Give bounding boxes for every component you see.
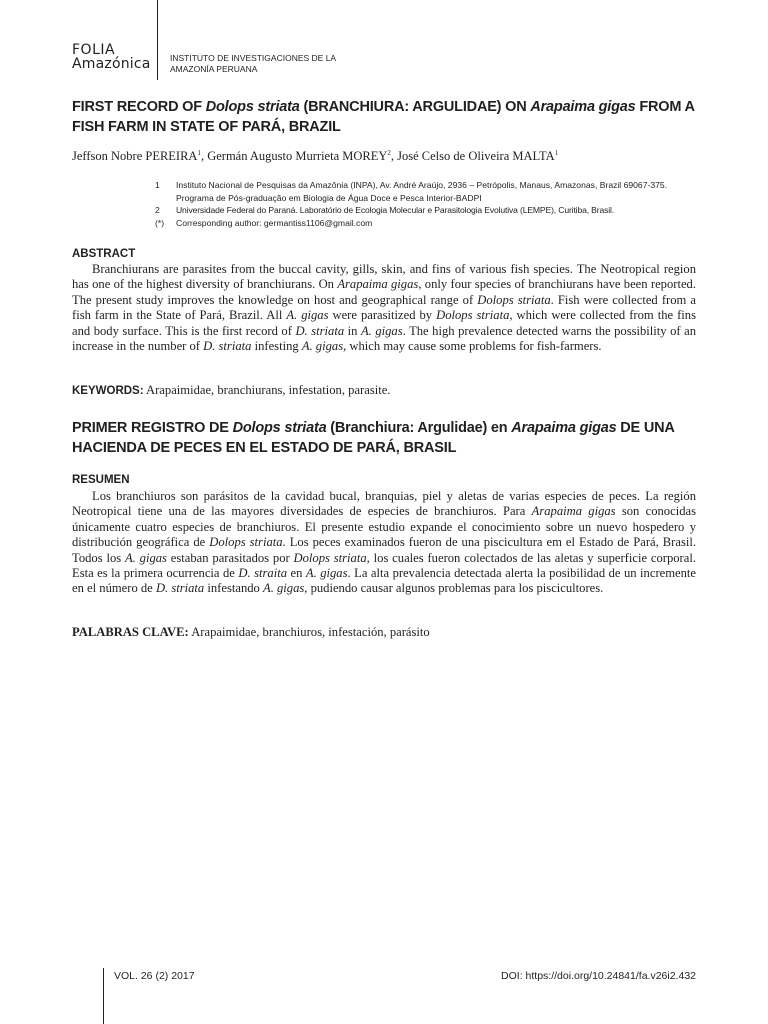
header-divider xyxy=(157,0,158,80)
author-1: Jeffson Nobre PEREIRA xyxy=(72,149,198,163)
footer-divider xyxy=(103,968,104,1024)
resumen-body: Los branchiuros son parásitos de la cavidad bucal, branquias, piel y aletas de varias especies de peces. La región Neotropical tiene una de las mayores diversidades de especies de branchiuros. Para Arapaima gigas son conocidas únicamente cuatro especies de branchiuros. El presente estudio expande el conocimiento sobre un nuevo hospedero y distribución geográfica de Dolops striata. Los peces examinados fueron de una piscicultura em el Estado de Pará, Brasil. Todos los A. gigas estaban parasitados por Dolops striata, los cuales fueron colectados de las aletas y superficie corporal. Esta es la primera ocurrencia de D. straita en A. gigas. La alta prevalencia detectada alerta la posibilidad de un incremente en el número de D. striata infestando A. gigas, pudiendo causar algunos problemas para los piscicultores. xyxy=(72,489,696,596)
institute-name xyxy=(170,53,336,75)
author-2: Germán Augusto Murrieta MOREY xyxy=(207,149,388,163)
keywords-value: Arapaimidae, branchiurans, infestation, parasite. xyxy=(143,383,391,397)
resumen-heading: RESUMEN xyxy=(72,474,130,486)
abstract-body: Branchiurans are parasites from the buccal cavity, gills, skin, and fins of various fish species. The Neotropical region has one of the highest diversity of branchiurans. On Arapaima gigas, only four species of branchiurans have been reported. The present study improves the knowledge on host and geographical range of Dolops striata. Fish were collected from a fish farm in the State of Pará, Brazil. All A. gigas were parasitized by Dolops striata, which were collected from the fins and body surface. This is the first record of D. striata in A. gigas. The high prevalence detected warns the possibility of an increase in the number of D. striata infesting A. gigas, which may cause some problems for fish-farmers. xyxy=(72,262,697,354)
keywords-label: KEYWORDS: xyxy=(72,385,144,397)
affiliations xyxy=(155,179,700,229)
keywords xyxy=(72,383,390,398)
institute-line-2: AMAZONÍA PERUANA xyxy=(170,64,258,74)
author-list: Jeffson Nobre PEREIRA$^1$, Germán Augusto Murrieta MOREY$^2$, José Celso de Oliveira MALTA$^1$ xyxy=(72,149,559,163)
palabras-clave-label: PALABRAS CLAVE: xyxy=(72,625,189,639)
journal-logo xyxy=(72,43,151,72)
logo-line-2: Amazónica xyxy=(72,56,151,72)
affiliation-item: 2 Universidade Federal do Paraná. Laboratório de Ecologia Molecular e Parasitologia Evolutiva (LEMPE), Curitiba, Brasil. xyxy=(155,205,615,215)
palabras-clave-value: Arapaimidae, branchiuros, infestación, parásito xyxy=(188,625,430,639)
doi-link[interactable]: DOI: https://doi.org/10.24841/fa.v26i2.432 xyxy=(501,970,696,982)
corresponding-author: (*) Corresponding author: germantiss1106@gmail.com xyxy=(155,217,373,228)
palabras-clave xyxy=(72,625,430,640)
article-title-es: PRIMER REGISTRO DE Dolops striata (Branchiura: Argulidae) en Arapaima gigas DE UNA HACIENDA DE PECES EN EL ESTADO DE PARÁ, BRASIL xyxy=(72,420,675,456)
author-3: José Celso de Oliveira MALTA xyxy=(397,149,555,163)
affiliation-item: 1 Instituto Nacional de Pesquisas da Amazônia (INPA), Av. André Araújo, 2936 – Petrópolis, Manaus, Amazonas, Brazil 69067-375. Programa de Pós-graduação em Biologia de Água Doce e Pesca Interior-BADPI xyxy=(155,180,668,203)
abstract-heading: ABSTRACT xyxy=(72,248,136,260)
institute-line-1: INSTITUTO DE INVESTIGACIONES DE LA xyxy=(170,53,337,63)
logo-line-1: FOLIA xyxy=(72,42,116,58)
article-title-en: FIRST RECORD OF Dolops striata (BRANCHIURA: ARGULIDAE) ON Arapaima gigas FROM A FISH FARM IN STATE OF PARÁ, BRAZIL xyxy=(72,99,695,135)
volume-info: VOL. 26 (2) 2017 xyxy=(114,970,195,982)
